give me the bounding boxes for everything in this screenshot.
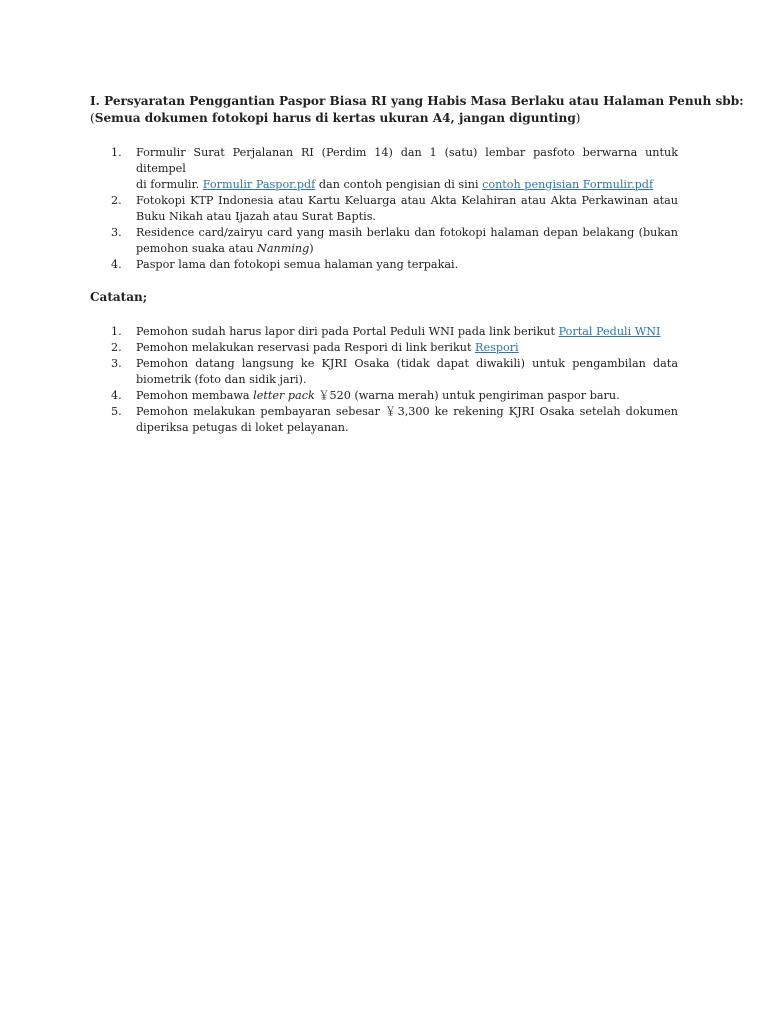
subheading-open-paren: ( [90, 111, 95, 125]
document-page [90, 93, 744, 436]
notes-list [90, 324, 678, 436]
note-text: Pemohon melakukan reservasi pada Respori di link berikut [136, 341, 476, 354]
note-item [90, 356, 678, 388]
note-item [90, 340, 678, 356]
list-number: 3. [111, 357, 122, 370]
note-line: diperiksa petugas di loket pelayanan. [136, 421, 349, 434]
notes-title: Catatan; [90, 290, 148, 304]
note-line [136, 340, 678, 356]
requirement-text: ) [309, 242, 314, 255]
list-number: 5. [111, 405, 122, 418]
requirement-text: dan contoh pengisian di sini [315, 178, 483, 191]
portal-peduli-wni-link[interactable]: Portal Peduli WNI [558, 325, 661, 338]
requirement-item [90, 225, 678, 257]
note-text: Pemohon sudah harus lapor diri pada Portal Peduli WNI pada link berikut [136, 325, 559, 338]
requirement-italic-text: Nanming [257, 242, 310, 255]
requirement-line [136, 241, 678, 257]
note-italic-text: letter pack [253, 389, 315, 402]
list-number: 4. [111, 389, 122, 402]
section-subheading [90, 110, 678, 127]
requirement-item [90, 257, 678, 273]
contoh-pengisian-link[interactable]: contoh pengisian Formulir.pdf [482, 178, 654, 191]
list-number: 1. [111, 325, 122, 338]
note-text: Pemohon membawa [136, 389, 254, 402]
requirement-text: di formulir. [136, 178, 203, 191]
list-number: 2. [111, 341, 122, 354]
respori-link[interactable]: Respori [475, 341, 519, 354]
note-item [90, 324, 678, 340]
list-number: 4. [111, 258, 122, 271]
list-number: 2. [111, 194, 122, 207]
note-line: Pemohon melakukan pembayaran sebesar ￥3,300 ke rekening KJRI Osaka setelah dokumen [136, 405, 678, 418]
requirement-line [136, 177, 678, 193]
requirement-text: pemohon suaka atau [136, 242, 258, 255]
requirement-item [90, 145, 678, 193]
section-heading: I. Persyaratan Penggantian Paspor Biasa RI yang Habis Masa Berlaku atau Halaman Penuh sbb: [90, 94, 744, 108]
requirements-list [90, 145, 678, 273]
note-line [136, 324, 678, 340]
requirement-item [90, 193, 678, 225]
note-line: biometrik (foto dan sidik jari). [136, 373, 307, 386]
subheading-text: Semua dokumen fotokopi harus di kertas ukuran A4, jangan digunting [94, 111, 576, 125]
note-item [90, 388, 678, 404]
note-line: Pemohon datang langsung ke KJRI Osaka (tidak dapat diwakili) untuk pengambilan data [136, 357, 678, 370]
requirement-line: Formulir Surat Perjalanan RI (Perdim 14) dan 1 (satu) lembar pasfoto berwarna untuk ditempel [136, 146, 678, 175]
list-number: 1. [111, 146, 122, 159]
requirement-line: Buku Nikah atau Ijazah atau Surat Baptis. [136, 210, 376, 223]
note-item [90, 404, 678, 436]
subheading-close-paren: ) [575, 111, 581, 125]
requirement-line: Paspor lama dan fotokopi semua halaman yang terpakai. [136, 258, 459, 271]
formulir-paspor-link[interactable]: Formulir Paspor.pdf [202, 178, 316, 191]
note-text: ￥520 (warna merah) untuk pengiriman paspor baru. [314, 389, 620, 402]
list-number: 3. [111, 226, 122, 239]
requirement-line: Residence card/zairyu card yang masih berlaku dan fotokopi halaman depan belakang (bukan [136, 226, 678, 239]
note-line [136, 388, 678, 404]
requirement-line: Fotokopi KTP Indonesia atau Kartu Keluarga atau Akta Kelahiran atau Akta Perkawinan atau [136, 194, 678, 207]
